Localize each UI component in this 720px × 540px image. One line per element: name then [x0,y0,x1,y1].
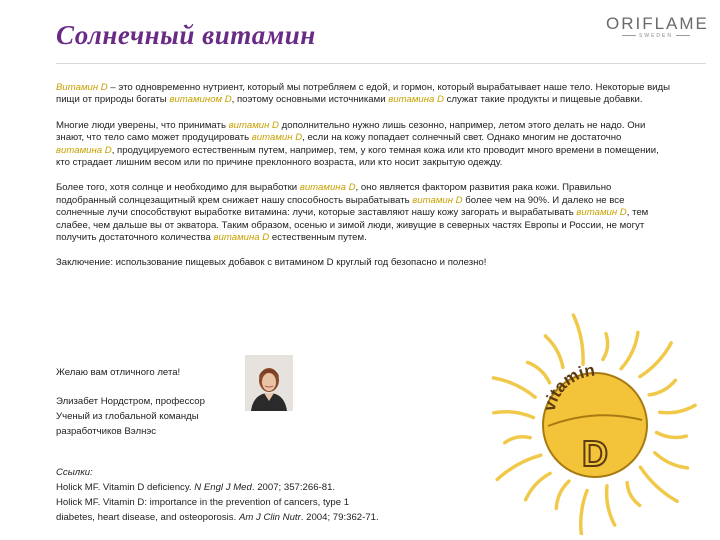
reference-2a: Holick MF. Vitamin D: importance in the prevention of cancers, type 1 [56,497,350,508]
page-title: Солнечный витамин [56,20,316,50]
sun-ray [660,405,695,412]
sun-ray [640,343,671,377]
greeting: Желаю вам отличного лета! [56,367,181,378]
author-block [56,394,205,439]
sun-ray [603,334,608,360]
sun-ray [505,437,531,443]
author-team: разработчиков Вэлнэс [56,426,157,437]
vitamin-sun-illustration [468,300,718,535]
paragraph-1: Витамин D – это одновременно нутриент, который мы потребляем с едой, и гормон, который вырабатывает наше тело. Некоторые виды пищи от природы богаты витамином D, поэтому основными источниками витамина D служат такие продукты и пищевые добавки. [56,82,671,106]
sun-ray [497,455,541,479]
title-divider [56,63,706,64]
logo-word: ORIFLAME [606,14,709,33]
sun-ray [655,453,688,468]
sun-ray [545,336,563,367]
sun-ray [621,332,638,368]
conclusion: Заключение: использование пищевых добавок с витамином D круглый год безопасно и полезно! [56,257,487,269]
sun-ray [493,378,535,397]
article-body [56,82,696,283]
logo-sub: SWEDEN [606,33,706,39]
sun-ray [640,467,677,501]
reference-2b: diabetes, heart disease, and osteoporosis. Am J Clin Nutr. 2004; 79:362-71. [56,512,379,523]
sun-ray [627,483,640,506]
paragraph-3: Более того, хотя солнце и необходимо для выработки витамина D, оно является фактором развития рака кожи. Правильно подобранный солнцезащитный крем снижает нашу способность вырабатывать витамин D более чем на 90%. И далеко не все солнечные лучи способствуют выработке витамина: лучи, которые заставляют нашу кожу загорать и вырабатывать витамин D, тем слабее, чем дальше вы от экватора. Таким образом, осенью и зимой люди, живущие в северных частях Европы и России, не могут получить достаточного количества витамина D естественным путем. [56,182,649,244]
sun-ray [607,486,615,525]
vitamin-label: vitamin [539,360,596,413]
references [56,465,436,525]
author-name: Элизабет Нордстром, профессор [56,396,205,407]
author-role: Ученый из глобальной команды [56,411,199,422]
sun-ray [657,432,687,437]
oriflame-logo [606,14,709,39]
paragraph-2: Многие люди уверены, что принимать витамин D дополнительно нужно лишь сезонно, например, летом этого делать не надо. Они знают, что тело само может продуцировать витамин D, если на кожу попадает солнечный свет. Однако многим не достаточно витамина D, продуцируемого естественным путем, например, тем, у кого темная кожа или кто проводит много времени в помещении, кто страдает лишним весом или по причине преклонного возраста, или кто носит закрытую одежду. [56,119,659,169]
sun-ray [556,481,569,508]
sun-ray [573,315,583,364]
reference-1: Holick MF. Vitamin D deficiency. N Engl J Med. 2007; 357:266-81. [56,482,336,493]
references-heading: Ссылки: [56,467,93,478]
sun-ray [528,362,550,382]
vitamin-letter: D [582,433,608,474]
sun-ray [494,412,534,418]
sun-ray [526,473,550,499]
sun-ray [581,491,587,535]
author-photo [245,355,293,411]
sun-ray [649,380,675,395]
